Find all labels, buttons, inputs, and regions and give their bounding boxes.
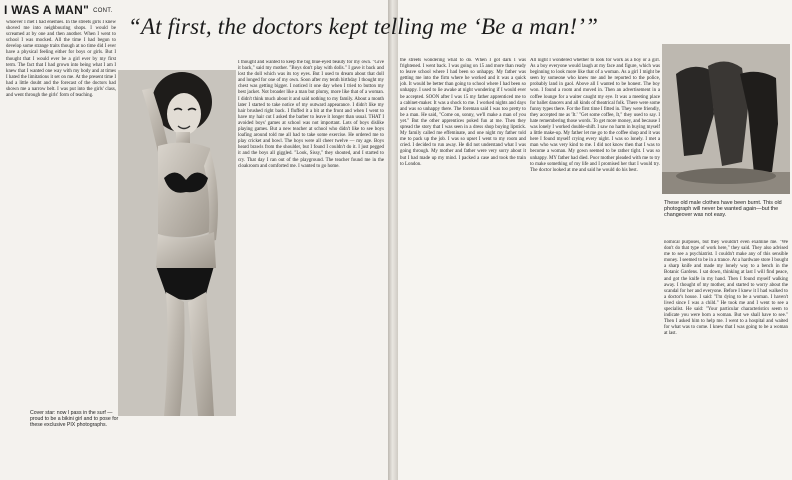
body-column-4	[530, 58, 660, 474]
old-clothes-photo	[662, 44, 790, 194]
running-head-cont: CONT.	[93, 7, 113, 14]
body-column-1	[6, 20, 116, 140]
column-text: I thought and wanted to keep the big blue-eyed beauty for my own. "Give it back," said my mother. "Boys don't play with dolls." I gave it back and lost the doll which was its toy eyes. But I used to dream about that doll and longed for one of my own. Soon after my tenth birthday I thought my chest was getting bigger. I noticed it one day when I tried to button my best jacket. Not broader like a man but plumy, more like that of a woman. I didn't think much about it and said nothing to my family. About a month later I started to take notice of my outward appearance. I didn't like my hair brushed right back. I fluffed it a bit at the front and when I went to have my hair cut I asked the barber to leave it longer than usual. THAT I avoided boys' games at school was not important. Lots of boys dislike playing games. But a new teacher at school who didn't like to see boys loafing around told me all had to take some exercise. He ordered me to play cricket and bowl. The boys were all cheer twelve — my age. Boys heard brawls from the shoulder, but I found I couldn't do it. I just pegged it and the boys all giggled. "Look, Sissy," they shouted, and I started to cry. That day I ran out of the playground. The teacher found me in the cloakroom and comforted me. I wanted to go home.	[238, 60, 384, 169]
running-head	[4, 3, 113, 17]
photo-illustration	[662, 44, 790, 194]
running-head-title: I WAS A MAN"	[4, 3, 90, 17]
bikini-woman-photo	[118, 70, 236, 416]
right-photo-caption: These old male clothes have been burnt. This old photograph will never be wanted again—but the changeover was not easy.	[664, 200, 782, 219]
column-text: whoever I met I had enemies. In the streets girls I knew shoved me into neighbouring shops. I would be screamed at by one and then another. When I went to school I was mocked. All the time I had begun to develop some strange traits though at no time did I ever have a physical feeling either for boys or girls. But I thought that I would ever be a girl ever by my first term. The fact that I had grown into being what I am I knew that I wanted one way with my body and at times I hated the limitations it set on me. At the present time I had a little doubt and the forecast of the doctors had shown me a narrow belt. I was put into the girls' class, and went through the girls' form of teaching.	[6, 20, 116, 99]
column-text: nomical purposes, but they wouldn't even examine me. "We don't do that type of work here," they said. They also advised me to see a psychiatrist. I couldn't make any of this sensible money. I seemed to be in a trance. At a hardware store I bought a sharp knife and made my lonely way to a bench in the Botanic Gardens. I sat down, thinking at last I will find peace, and got the knife in my hand. Then I found myself walking away. I thought of my mother, and started to worry about the scandal for her and everyone. Before I knew it I had walked to a doctor's house. I said: "I'm dying to be a woman. I haven't lived since I was a child." He took me and I went to see a specialist. He said: "Your particular characteristics seem to indicate you were born a woman. But we shall have to see." Then I asked him to help me. I went to a hospital and waited for what was to come. I knew that I was going to be a woman at last.	[664, 240, 788, 337]
headline-quote: “At first, the doctors kept telling me ‘Be a man!’”	[128, 14, 599, 39]
body-column-2	[238, 60, 384, 474]
left-photo-caption: Cover star: now I pass in the surf — proud to be a bikini girl and to pose for these exclusive PIX photographs.	[30, 410, 119, 429]
body-column-5	[664, 240, 788, 476]
page-gutter	[388, 0, 398, 480]
column-text: All night I wondered whether to look for work as a boy or a girl. As a boy everyone would laugh at my face and figure, which was beginning to look more like that of a woman. As a girl I might be seen by someone who knew me and be reported to the police, probably land in gaol. Above all I wanted to be honest. The boy won. I found a room and moved in. Then an advertisement in a coffee lounge for a waiter caught my eye. It was a meeting place for ballet dancers and all kinds of theatrical folk. There were some funny types there. For the first time I fitted in. They were friendly, they accepted me as 'It.' "Get some coffee, It," they used to say. I hate remembering those words. To get more money, and because I was lonely I worked double-shift. I saw no harm in buying myself a little make-up. My father let me go to the coffee shop and it was here I found myself crying every night. I was so lonely. I met a man who was very kind to me. I did not know then that I was to become a woman. My gown seemed to be rather tight. I was so unhappy. MY father had died. Poor mother pleaded with me to try to make something of my life and I promised her that I would try. The doctor looked at me and said he would do his best.	[530, 58, 660, 173]
body-column-3	[400, 58, 526, 474]
photo-illustration	[118, 70, 236, 416]
column-text: the streets wondering what to do. When I got dark I was frightened. I went back. I was going on 15 and more than ready to leave school where I had been so unhappy. My father was getting me into the firm where he worked and it was a quick job. It would be better than going to school where I had been so unhappy. I used to lie awake at night wondering if I would ever be accepted. SOON after I was 15 my father apprenticed me to a cabinet-maker. It was a shock to me. I worked nights and days and was so unhappy there. The foreman said I was too pretty to be a man. He said, "Come on, sonny, we'll make a man of you yet." But the other apprentices poked fun at me. Then they spread the story that I was seen in a dress shop buying lipstick. My family called me effeminate, and one night my father told me to pack up the job. I was so upset I went to my room and cried. I decided to run away. He did not understand what I was going through. My mother and father were very sorry about it but I had made up my mind. I packed a case and took the train to London.	[400, 58, 526, 167]
